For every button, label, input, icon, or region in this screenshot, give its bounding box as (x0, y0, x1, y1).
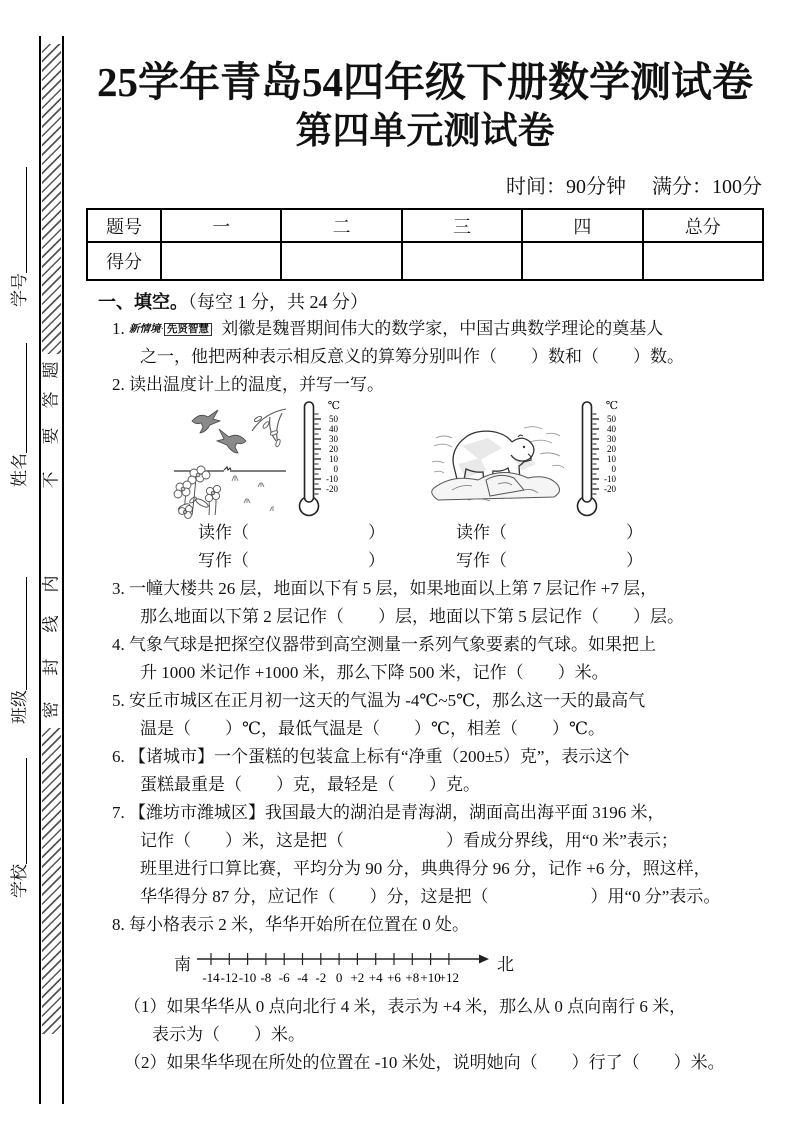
question-3-line-1 (112, 575, 764, 603)
name-label: 姓名 (10, 453, 29, 487)
score-cell-empty (402, 242, 522, 280)
seal-char: 答 (41, 391, 61, 409)
seal-line-strip (39, 36, 64, 1104)
question-8-sub1-line-2: 表示为（ ）米。 (152, 1025, 305, 1044)
question-8-sub1-line-1: （1）如果华华从 0 点向北行 4 米，表示为 +4 米，那么从 0 点向南行 6 米， (124, 997, 687, 1016)
number-line-tick-label: +2 (350, 970, 365, 985)
thermometer-scale-label: 0 (333, 464, 338, 474)
thermometer-left (294, 397, 342, 519)
question-7-number: 7. (112, 803, 125, 822)
thermometer-scale-label: 40 (329, 424, 338, 434)
thermometer-unit: ℃ (327, 400, 340, 412)
score-cell-empty (643, 242, 763, 280)
question-4-line-1 (112, 631, 764, 659)
student-id-label: 学号 (10, 273, 29, 307)
write-as-right: 写作（ ） (456, 551, 643, 570)
section-one-heading (98, 289, 764, 315)
question-8-number: 8. (112, 915, 125, 934)
score-col-header: 一 (161, 209, 281, 242)
number-line-tick-label: +12 (438, 970, 460, 985)
score-col-header: 总分 (643, 209, 763, 242)
number-line-tick-label: 0 (335, 970, 343, 985)
number-line-tick-label: -4 (297, 970, 308, 985)
question-1-number: 1. (112, 319, 125, 338)
south-label: 南 (174, 955, 191, 974)
score-col-header: 题号 (87, 209, 161, 242)
seal-hatch-bottom (42, 728, 61, 1034)
section-one-title: 一、填空。 (98, 292, 188, 312)
question-7-line-4: 华华得分 87 分，应记作（ ）分，这是把（ ）用“0 分”表示。 (140, 887, 721, 906)
question-7-text: 【潍坊市潍城区】我国最大的湖泊是青海湖，湖面高出海平面 3196 米， (129, 803, 665, 822)
seal-char: 不 (41, 471, 61, 489)
thermometer-scale-label: 20 (329, 444, 338, 454)
number-line-tick-label: -10 (238, 970, 257, 985)
badge-prefix: 新情境 (129, 324, 161, 335)
question-5-line-1 (112, 687, 764, 715)
question-8-line-1 (112, 911, 764, 939)
thermometer-scale-label: -10 (326, 474, 338, 484)
question-2-text: 读出温度计上的温度，并写一写。 (129, 375, 384, 394)
thermometer-scale-label: 20 (607, 444, 616, 454)
score-cell-empty (522, 242, 642, 280)
thermometer-unit: ℃ (605, 400, 618, 412)
section-one-note: （每空 1 分，共 24 分） (188, 292, 368, 312)
school-field (6, 758, 30, 898)
thermometer-scale-label: 30 (607, 434, 616, 444)
read-as-left: 读作（ ） (198, 523, 385, 542)
read-as-right: 读作（ ） (456, 523, 643, 542)
paper-title-line1: 25学年青岛54四年级下册数学测试卷 (97, 59, 753, 105)
seal-char: 要 (41, 427, 61, 445)
school-blank-line (26, 758, 27, 864)
question-7-line-3: 班里进行口算比赛，平均分为 90 分，典典得分 96 分，记作 +6 分，照这样， (140, 859, 711, 878)
question-7-line-1 (112, 799, 764, 827)
question-4-text: 气象气球是把探空仪器带到高空测量一系列气象要素的气球。如果把上 (129, 635, 656, 654)
spring-scene-illustration (170, 407, 288, 519)
question-6-number: 6. (112, 747, 125, 766)
write-as-row (198, 547, 764, 575)
class-field (6, 577, 30, 724)
class-blank-line (26, 577, 27, 690)
full-score: 满分：100分 (652, 176, 762, 198)
thermometer-right (572, 397, 620, 519)
question-8-sub2: （2）如果华华现在所处的位置在 -10 米处，说明她向（ ）行了（ ）米。 (124, 1053, 725, 1072)
number-line (195, 945, 493, 991)
thermometer-scale-label: 50 (607, 414, 616, 424)
badge-boxed-label: 先贤智慧 (164, 323, 212, 336)
question-1-line-2: 之一，他把两种表示相反意义的算筹分别叫作（ ）数和（ ）数。 (140, 347, 684, 366)
number-line-tick-label: -2 (315, 970, 327, 985)
question-5-line-2: 温是（ ）℃，最低气温是（ ）℃，相差（ ）℃。 (140, 719, 606, 738)
north-label: 北 (497, 955, 514, 974)
student-id-field (6, 167, 30, 307)
seal-char: 密 (41, 701, 61, 719)
thermometer-scale-label: -20 (326, 484, 338, 494)
time-score-line (86, 174, 764, 200)
question-2-number: 2. (112, 375, 125, 394)
number-line-tick-label: +4 (368, 970, 383, 985)
seal-char: 题 (41, 361, 61, 379)
question-3-text: 一幢大楼共 26 层，地面以下有 5 层，如果地面以上第 7 层记作 +7 层， (129, 579, 658, 598)
write-as-left: 写作（ ） (198, 551, 385, 570)
question-7-line-2: 记作（ ）米，这是把（ ）看成分界线，用“0 米”表示； (140, 831, 678, 850)
number-line-tick-label: +8 (405, 970, 420, 985)
thermometer-scale-label: 40 (607, 424, 616, 434)
thermometer-scale-label: 10 (607, 454, 616, 464)
paper-title-line2: 第四单元测试卷 (295, 111, 555, 152)
new-context-badge (129, 323, 212, 336)
number-line-figure (174, 945, 764, 993)
question-3-line-2: 那么地面以下第 2 层记作（ ）层，地面以下第 5 层记作（ ）层。 (140, 607, 684, 626)
number-line-tick-label: -14 (202, 970, 220, 985)
number-line-tick-label: +10 (420, 970, 441, 985)
question-2-line-1 (112, 371, 764, 399)
question-6-line-1 (112, 743, 764, 771)
badge-dot: · (160, 324, 164, 335)
seal-char: 线 (41, 615, 61, 633)
question-5-number: 5. (112, 691, 125, 710)
polar-bear-illustration (428, 420, 566, 515)
question-1-line-1 (112, 315, 764, 343)
thermometer-scale-label: 50 (329, 414, 338, 424)
score-cell-empty (161, 242, 281, 280)
question-2-figures (170, 401, 764, 519)
seal-char: 内 (41, 575, 61, 593)
score-table-header-row (87, 209, 763, 242)
score-col-header: 二 (281, 209, 401, 242)
number-line-tick-label: -8 (260, 970, 272, 985)
thermometer-scale-label: 0 (611, 464, 616, 474)
seal-hatch-top (42, 44, 61, 354)
class-label: 班级 (10, 690, 29, 724)
question-4-number: 4. (112, 635, 125, 654)
paper-content (86, 42, 764, 1077)
number-line-tick-label: -6 (278, 970, 290, 985)
question-6-text: 【诸城市】一个蛋糕的包装盒上标有“净重（200±5）克”，表示这个 (129, 747, 630, 766)
name-field (6, 343, 30, 487)
question-3-number: 3. (112, 579, 125, 598)
score-table-score-row (87, 242, 763, 280)
school-label: 学校 (10, 864, 29, 898)
score-cell-empty (281, 242, 401, 280)
question-1-text: 刘徽是魏晋期间伟大的数学家，中国古典数学理论的奠基人 (221, 319, 664, 338)
question-5-text: 安丘市城区在正月初一这天的气温为 -4℃~5℃，那么这一天的最高气 (129, 691, 646, 710)
score-col-header: 三 (402, 209, 522, 242)
thermometer-scale-label: -20 (604, 484, 616, 494)
time-limit: 时间：90分钟 (506, 176, 626, 198)
question-6-line-2: 蛋糕最重是（ ）克，最轻是（ ）克。 (140, 775, 480, 794)
question-8-text: 每小格表示 2 米，华华开始所在位置在 0 处。 (129, 915, 469, 934)
number-line-tick-label: -12 (220, 970, 238, 985)
seal-char: 封 (41, 658, 61, 676)
read-as-row (198, 519, 764, 547)
name-blank-line (26, 343, 27, 453)
score-col-header: 四 (522, 209, 642, 242)
thermometer-scale-label: -10 (604, 474, 616, 484)
student-id-blank-line (26, 167, 27, 273)
thermometer-scale-label: 30 (329, 434, 338, 444)
score-table (86, 208, 764, 281)
question-4-line-2: 升 1000 米记作 +1000 米，那么下降 500 米，记作（ ）米。 (140, 663, 609, 682)
number-line-tick-label: +6 (387, 970, 401, 985)
thermometer-scale-label: 10 (329, 454, 338, 464)
score-row-label: 得分 (87, 242, 161, 280)
